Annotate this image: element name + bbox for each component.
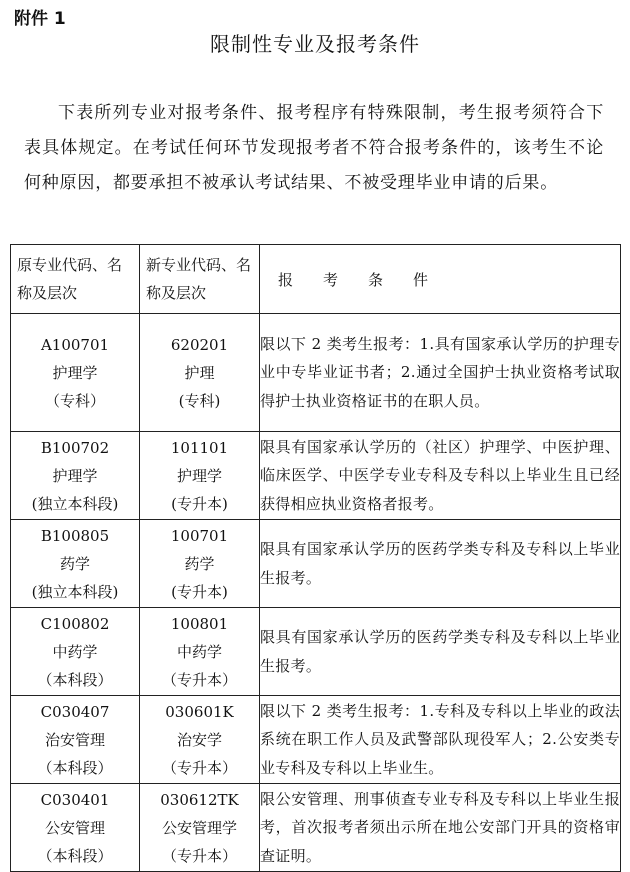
- original-level: （专科）: [44, 391, 105, 410]
- new-name: 药学: [184, 554, 215, 573]
- page-title: 限制性专业及报考条件: [210, 32, 420, 56]
- original-major-cell: [11, 432, 140, 520]
- original-code: B100702: [40, 438, 110, 457]
- original-name: 护理学: [52, 466, 98, 485]
- new-level: （专升本）: [161, 670, 237, 689]
- new-major-cell: [140, 784, 260, 872]
- new-major-cell: [140, 608, 260, 696]
- new-major-cell: [140, 520, 260, 608]
- table-header-row: [11, 245, 621, 314]
- original-name: 治安管理: [44, 730, 105, 749]
- original-major-cell: [11, 520, 140, 608]
- original-code: C030401: [40, 790, 110, 809]
- new-name: 治安学: [176, 730, 222, 749]
- original-name: 药学: [59, 554, 90, 573]
- original-major-cell: [11, 608, 140, 696]
- new-code: 101101: [170, 438, 229, 457]
- original-major-cell: [11, 314, 140, 432]
- original-major-cell: [11, 696, 140, 784]
- attachment-label: 附件 1: [14, 9, 66, 29]
- new-major-cell: [140, 314, 260, 432]
- condition-cell: 限以下 2 类考生报考：1.专科及专科以上毕业的政法系统在职工作人员及武警部队现役军人；2.公安类专业专科及专科以上毕业生。: [260, 696, 621, 784]
- new-name: 公安管理学: [161, 818, 237, 837]
- table-row: [11, 696, 621, 784]
- new-code: 030612TK: [160, 790, 239, 809]
- new-code: 100701: [170, 526, 229, 545]
- new-name: 护理: [184, 363, 215, 382]
- new-name: 护理学: [176, 466, 222, 485]
- original-code: C100802: [40, 614, 110, 633]
- original-major-cell: [11, 784, 140, 872]
- original-level: （本科段）: [37, 758, 113, 777]
- requirements-table: [10, 244, 621, 872]
- table-row: [11, 314, 621, 432]
- new-level: (专升本): [171, 582, 228, 601]
- original-name: 护理学: [52, 363, 98, 382]
- original-level: （本科段）: [37, 670, 113, 689]
- header-original-major: 原专业代码、名称及层次: [11, 245, 140, 314]
- table-row: [11, 520, 621, 608]
- original-code: A100701: [40, 335, 110, 354]
- original-level: (独立本科段): [31, 494, 119, 513]
- condition-cell: 限具有国家承认学历的（社区）护理学、中医护理、临床医学、中医学专业专科及专科以上毕业生且已经获得相应执业资格者报考。: [260, 432, 621, 520]
- condition-cell: 限具有国家承认学历的医药学类专科及专科以上毕业生报考。: [260, 608, 621, 696]
- new-level: （专升本）: [161, 758, 237, 777]
- new-major-cell: [140, 696, 260, 784]
- original-name: 中药学: [52, 642, 98, 661]
- condition-cell: 限公安管理、刑事侦查专业专科及专科以上毕业生报考，首次报考者须出示所在地公安部门开具的资格审查证明。: [260, 784, 621, 872]
- table-row: [11, 608, 621, 696]
- header-new-major: 新专业代码、名称及层次: [140, 245, 260, 314]
- condition-cell: 限以下 2 类考生报考：1.具有国家承认学历的护理专业中专毕业证书者；2.通过全国护士执业资格考试取得护士执业资格证书的在职人员。: [260, 314, 621, 432]
- new-name: 中药学: [176, 642, 222, 661]
- intro-paragraph: 下表所列专业对报考条件、报考程序有特殊限制，考生报考须符合下表具体规定。在考试任何环节发现报考者不符合报考条件的，该考生不论何种原因，都要承担不被承认考试结果、不被受理毕业申请的后果。: [24, 103, 604, 193]
- original-code: B100805: [40, 526, 110, 545]
- original-level: （本科段）: [37, 846, 113, 865]
- new-code: 620201: [170, 335, 229, 354]
- new-major-cell: [140, 432, 260, 520]
- new-code: 100801: [170, 614, 229, 633]
- table-row: [11, 784, 621, 872]
- condition-cell: 限具有国家承认学历的医药学类专科及专科以上毕业生报考。: [260, 520, 621, 608]
- original-code: C030407: [40, 702, 110, 721]
- original-level: (独立本科段): [31, 582, 119, 601]
- new-code: 030601K: [165, 702, 234, 721]
- new-level: (专升本): [171, 494, 228, 513]
- header-conditions: 报考条件: [260, 245, 621, 314]
- original-name: 公安管理: [44, 818, 105, 837]
- table-row: [11, 432, 621, 520]
- new-level: （专升本）: [161, 846, 237, 865]
- new-level: (专科): [178, 391, 221, 410]
